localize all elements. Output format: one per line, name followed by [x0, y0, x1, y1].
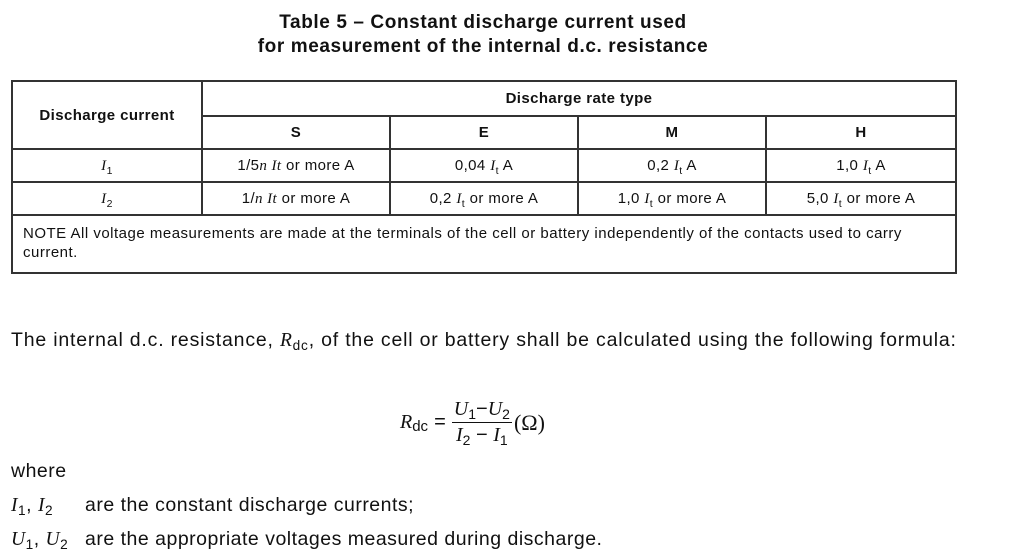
table-row	[12, 182, 956, 215]
row-label-i2: $I_2$	[12, 182, 202, 215]
column-header-s: S	[202, 116, 390, 149]
row-header-discharge-current: Discharge current	[12, 81, 202, 149]
cell-i2-e: 0,2 $I_t$ or more A	[390, 182, 578, 215]
definition-text: are the constant discharge currents;	[85, 494, 415, 516]
table-title-line-2: for measurement of the internal d.c. resistance	[257, 36, 709, 57]
formula-equals: =	[434, 411, 446, 433]
cell-i2-s: 1/n It or more A	[202, 182, 390, 215]
cell-i2-m: 1,0 $I_t$ or more A	[578, 182, 766, 215]
column-header-e: E	[390, 116, 578, 149]
cell-i1-h: 1,0 $I_t$ A	[766, 149, 956, 182]
formula-unit: (Ω)	[513, 409, 545, 435]
definition-symbol: $I_1$, $I_2$	[11, 494, 54, 518]
table-row	[12, 149, 956, 182]
definition-currents	[11, 494, 414, 517]
table-title-line-1: Table 5 – Constant discharge current used	[279, 12, 687, 33]
definition-symbol: $U_1$, $U_2$	[11, 528, 69, 552]
definition-voltages	[11, 528, 602, 551]
cell-i2-h: 5,0 $I_t$ or more A	[766, 182, 956, 215]
formula-numerator: $U_1-U_2$	[453, 398, 510, 422]
formula-fraction	[452, 398, 512, 447]
body-paragraph: The internal d.c. resistance, $R_{dc}$, of the cell or battery shall be calculated using the following formula:	[11, 329, 957, 353]
where-label: where	[11, 460, 67, 482]
cell-i1-m: 0,2 $I_t$ A	[578, 149, 766, 182]
formula-denominator: $I_2 - I_1$	[455, 424, 508, 448]
cell-i1-s: 1/5n It or more A	[202, 149, 390, 182]
formula-lhs: $R_{dc}$	[400, 411, 429, 435]
group-header-discharge-rate-type: Discharge rate type	[202, 81, 956, 116]
discharge-current-table	[11, 80, 957, 274]
table-note: NOTE All voltage measurements are made at the terminals of the cell or battery independently of the contacts used to carry current.	[12, 215, 956, 273]
column-header-h: H	[766, 116, 956, 149]
row-label-i1: $I_1$	[12, 149, 202, 182]
column-header-m: M	[578, 116, 766, 149]
cell-i1-e: 0,04 $I_t$ A	[390, 149, 578, 182]
definition-text: are the appropriate voltages measured during discharge.	[85, 528, 603, 550]
resistance-formula	[400, 398, 545, 447]
